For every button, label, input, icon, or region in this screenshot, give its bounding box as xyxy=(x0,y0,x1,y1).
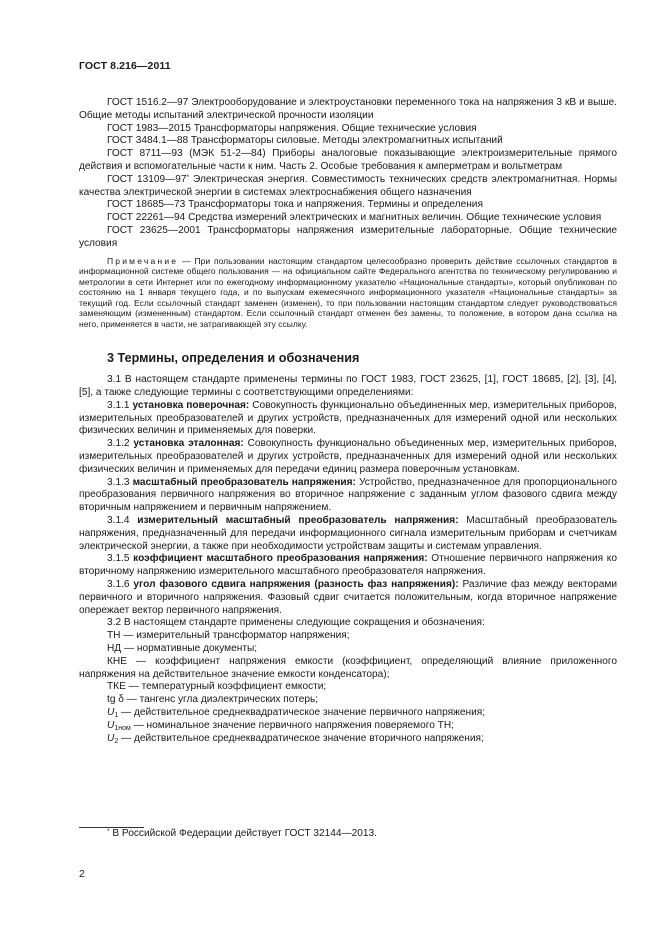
term-text: Масштабный преобразователь напряжения, предназначенный для передачи информационного сигнала измерительным приборам и счетчикам электрической энергии, а также при необходимости устройствам защиты и системам управления. xyxy=(79,514,617,552)
symbol: U xyxy=(107,719,115,731)
term-number: 3.1.1 xyxy=(107,399,133,411)
term-name: коэффициент масштабного преобразования напряжения: xyxy=(133,553,428,565)
symbol-subscript: 2 xyxy=(114,737,119,745)
reference-item: ГОСТ 18685—73 Трансформаторы тока и напряжения. Термины и определения xyxy=(107,199,483,211)
footnote-mark: * xyxy=(107,828,110,835)
symbol-text: — действительное среднеквадратическое значение вторичного напряжения; xyxy=(118,732,484,744)
symbol-text: — действительное среднеквадратическое значение первичного напряжения; xyxy=(118,706,486,718)
term-number: 3.1.2 xyxy=(107,438,134,450)
term-number: 3.1.5 xyxy=(107,553,134,565)
running-header: ГОСТ 8.216—2011 xyxy=(79,60,171,72)
term-text: Совокупность функционально объединенных мер, измерительных приборов, измерительных преобразователей и других устройств, предназначенных для измерений одной или нескольких физических величин и применяемых для передачи единиц размера поверочным установкам. xyxy=(79,438,617,475)
term-name: угол фазового сдвига напряжения (разность фаз напряжения): xyxy=(133,578,459,590)
abbreviation-item: ТКЕ — температурный коэффициент емкости; xyxy=(107,681,327,693)
term-text: Устройство, предназначенное для пропорционального преобразования первичного напряжения во вторичное напряжение с заданным углом фазового сдвига между вторичным напряжением и первичным напряжением. xyxy=(79,476,617,514)
abbreviation-item: ТН — измерительный трансформатор напряжения; xyxy=(107,630,350,642)
reference-item: ГОСТ 23625—2001 Трансформаторы напряжения измерительные лабораторные. Общие технические условия xyxy=(79,224,617,249)
reference-item: ГОСТ 22261—94 Средства измерений электрических и магнитных величин. Общие технические условия xyxy=(107,212,602,224)
term-definition xyxy=(79,400,617,438)
symbol: U xyxy=(107,706,115,718)
section-intro: 3.2 В настоящем стандарте применены следующие сокращения и обозначения: xyxy=(107,617,485,629)
reference-item: ГОСТ 1983—2015 Трансформаторы напряжения. Общие технические условия xyxy=(107,122,477,134)
footnote-mark: * xyxy=(186,173,190,181)
reference-item: ГОСТ 3484.1—88 Трансформаторы силовые. Методы электромагнитных испытаний xyxy=(107,135,503,147)
term-name: установка поверочная: xyxy=(132,399,250,411)
section-intro: 3.1 В настоящем стандарте применены термины по ГОСТ 1983, ГОСТ 23625, [1], ГОСТ 18685, [2], [3], [4], [5], а также следующие термины с соответствующими определениями: xyxy=(79,374,617,398)
symbol-item xyxy=(79,733,617,746)
term-number: 3.1.4 xyxy=(107,514,138,526)
reference-item: ГОСТ 1516.2—97 Электрооборудование и электроустановки переменного тока на напряжения 3 кВ и выше. Общие методы испытаний электрической прочности изоляции xyxy=(79,97,617,121)
symbol-item xyxy=(79,720,617,733)
symbol-text: — номинальное значение первичного напряжения поверяемого ТН; xyxy=(130,719,454,731)
footnote xyxy=(79,828,377,841)
term-definition xyxy=(79,515,617,553)
abbreviation-item: КНЕ — коэффициент напряжения емкости (коэффициент, определяющий влияние приложенного напряжения на действительное значение емкости конденсатора); xyxy=(79,655,617,680)
reference-title: Электрическая энергия. Совместимость технических средств электромагнитная. Нормы качества электрической энергии в системах электроснабжения общего назначения xyxy=(79,173,617,198)
note-text: — При пользовании настоящим стандартом целесообразно проверить действие ссылочных стандартов в информационной системе общего пользования — на официальном сайте Федерального агентства по техническому регулированию и метрологии в сети Интернет или по ежегодному информационному указателю «Национальные стандарты», который опубликован по состоянию на 1 января текущего года, и по выпускам ежемесячного информационного указателя «Национальные стандарты» за текущий год. Если ссылочный стандарт заменен (изменен), то при пользовании настоящим стандартом следует руководствоваться заменяющим (измененным) стандартом. Если ссылочный стандарт отменен без замены, то положение, в котором дана ссылка на него, применяется в части, не затрагивающей эту ссылку. xyxy=(79,255,617,329)
reference-code: ГОСТ 13109—97 xyxy=(107,173,187,185)
note-label: Примечание xyxy=(107,255,179,266)
term-definition xyxy=(79,553,617,579)
symbol-subscript: 1ном xyxy=(114,724,131,732)
term-name: масштабный преобразователь напряжения: xyxy=(132,476,356,488)
symbol-item xyxy=(79,707,617,720)
section-title: 3 Термины, определения и обозначения xyxy=(107,351,360,366)
reference-item xyxy=(79,174,617,200)
term-name: измерительный масштабный преобразователь напряжения: xyxy=(137,514,459,526)
page-number: 2 xyxy=(79,868,85,880)
symbol: U xyxy=(107,732,115,744)
term-text: Совокупность функционально объединенных мер, измерительных приборов, измерительных преобразователей и других устройств, предназначенных для измерений одной или нескольких физических величин и применяемых для поверки. xyxy=(79,399,617,437)
term-definition xyxy=(79,477,617,515)
term-name: установка эталонная: xyxy=(133,438,244,450)
symbol-subscript: 1 xyxy=(114,711,119,719)
term-number: 3.1.3 xyxy=(107,476,133,488)
term-definition xyxy=(79,438,617,476)
term-text: Отношение первичного напряжения ко вторичному напряжению измерительного масштабного преобразователя напряжения. xyxy=(79,553,617,578)
abbreviation-item: tg δ — тангенс угла диэлектрических потерь; xyxy=(107,694,319,706)
footnote-text: В Российской Федерации действует ГОСТ 32144—2013. xyxy=(109,828,377,839)
term-text: Различие фаз между векторами первичного и вторичного напряжения. Фазовый сдвиг считается положительным, когда вторичное напряжение опережает вектор первичного напряжения. xyxy=(79,578,617,616)
term-definition xyxy=(79,579,617,617)
term-number: 3.1.6 xyxy=(107,578,134,590)
reference-item: ГОСТ 8711—93 (МЭК 51-2—84) Приборы аналоговые показывающие электроизмерительные прямого действия и вспомогательные части к ним. Часть 2. Особые требования к амперметрам и вольтметрам xyxy=(79,148,617,172)
abbreviation-item: НД — нормативные документы; xyxy=(107,642,258,654)
note xyxy=(79,256,617,330)
page-body xyxy=(79,97,617,746)
